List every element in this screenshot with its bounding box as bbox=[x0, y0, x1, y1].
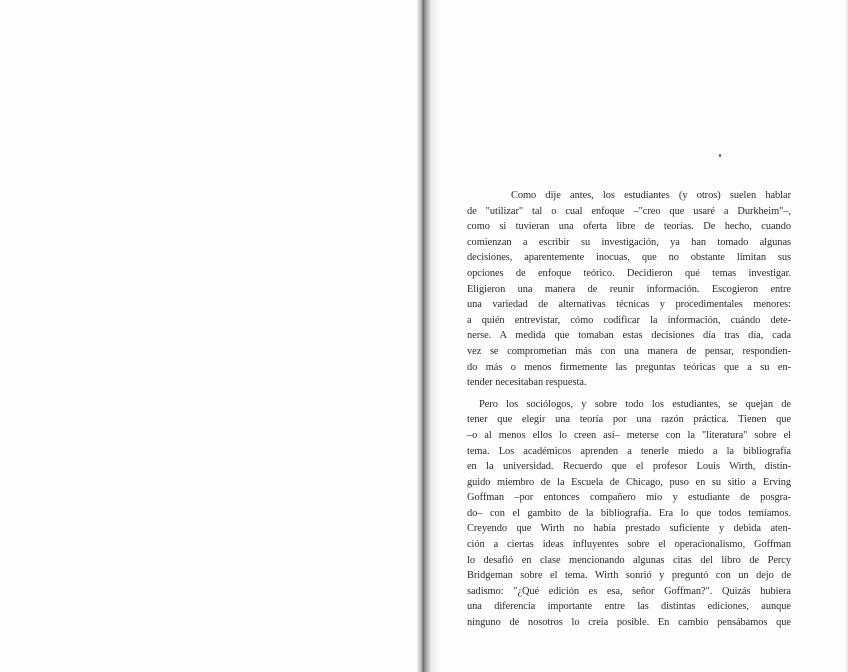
book-gutter bbox=[417, 0, 431, 672]
text-line: comienzan a escribir su investigación, ya han tomado algunas bbox=[467, 236, 791, 248]
text-line: decisiones, aparentemente inocuas, que no obstante limitan sus bbox=[467, 252, 791, 264]
text-line: do más o menos firmemente las preguntas teóricas que a su en- bbox=[467, 361, 791, 373]
text-line: nerse. A medida que tomaban estas decisiones día tras día, cada bbox=[467, 330, 791, 342]
text-line: tender necesitaban respuesta. bbox=[467, 377, 587, 389]
text-line: vez se comprometían más con una manera de pensar, respondien- bbox=[467, 345, 791, 357]
text-line: a quién entrevistar, cómo codificar la información, cuándo dete- bbox=[467, 314, 791, 326]
text-line: en la universidad. Recuerdo que el profesor Louis Wirth, distin- bbox=[467, 461, 791, 473]
text-line: tema. Los académicos aprenden a tenerle miedo a la bibliografía bbox=[467, 445, 791, 457]
text-line: ción a ciertas ideas influyentes sobre el operacionalismo, Goffman bbox=[467, 539, 791, 551]
text-line: lo desafió en clase mencionando algunas citas del libro de Percy bbox=[467, 554, 791, 566]
text-line: ninguno de nosotros lo creía posible. En cambio pensábamos que bbox=[467, 617, 791, 629]
paragraph-2 bbox=[467, 397, 791, 631]
text-line: sadismo: "¿Qué edición es esa, señor Goffman?". Quizás hubiera bbox=[467, 585, 791, 597]
text-line: Goffman –por entonces compañero mío y estudiante de posgra- bbox=[467, 492, 791, 504]
paragraph-1 bbox=[467, 188, 791, 391]
text-line: tener que elegir una teoría por una razón práctica. Tienen que bbox=[467, 414, 791, 426]
text-line: opciones de enfoque teórico. Decidieron qué temas investigar. bbox=[467, 267, 791, 279]
right-page-body-text bbox=[467, 188, 791, 631]
text-line: como si tuvieran una oferta libre de teorías. De hecho, cuando bbox=[467, 221, 791, 233]
text-line: Bridgeman sobre el tema. Wirth sonrió y preguntó con un dejo de bbox=[467, 570, 791, 582]
text-line: do– con el gambito de la bibliografía. Era lo que todos temíamos. bbox=[467, 507, 791, 519]
text-line: Como dije antes, los estudiantes (y otros) suelen hablar bbox=[511, 190, 791, 201]
text-line: de "utilizar" tal o cual enfoque –"creo que usaré a Durkheim"–, bbox=[467, 205, 791, 217]
text-line: una variedad de alternativas técnicas y procedimentales menores: bbox=[467, 299, 791, 311]
gutter-shadow bbox=[431, 0, 441, 672]
text-line: –o al menos ellos lo creen así– meterse con la "literatura" sobre el bbox=[467, 429, 791, 441]
text-line: una diferencia importante entre las distintas ediciones, aunque bbox=[467, 601, 791, 613]
text-line: guido miembro de la Escuela de Chicago, puso en su sitio a Erving bbox=[467, 476, 791, 488]
text-line: Pero los sociólogos, y sobre todo los estudiantes, se quejan de bbox=[479, 398, 791, 410]
scan-speck bbox=[719, 154, 721, 157]
text-line: Eligieron una manera de reunir información. Escogieron entre bbox=[467, 283, 791, 295]
text-line: Creyendo que Wirth no había prestado suficiente y debida aten- bbox=[467, 523, 791, 535]
page-edge bbox=[844, 0, 848, 672]
